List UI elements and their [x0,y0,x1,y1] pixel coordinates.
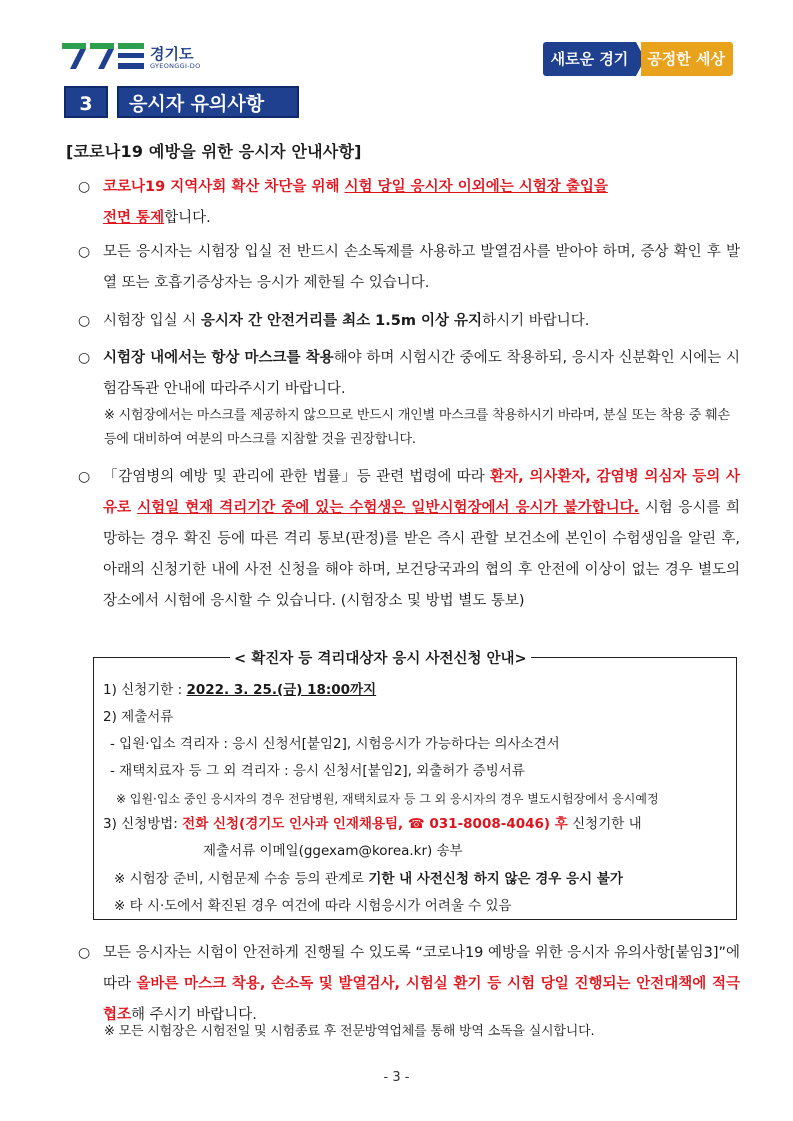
notice-4-tail: 해야 하며 시험시간 중에도 착용하되, 응시자 신분확인 시에는 시험감독관 안내에 따라주시기 바랍니다. [103,350,740,397]
box-line-deadline [103,680,376,700]
bullet-icon: ○ [78,945,91,961]
note-mark: ※ [104,408,115,423]
notice-5-red-underline: 시험일 현재 격리기간 중에 있는 수험생은 일반시험장에서 응시가 불가합니다. [137,500,640,516]
box-line-hospital: - 입원·입소 격리자 : 응시 신청서[붙임2], 시험응시가 가능하다는 의사소견서 [110,736,560,752]
notice-4-bold: 시험장 내에서는 항상 마스크를 착용 [103,350,334,366]
bullet-icon: ○ [78,350,91,366]
method-phone: 전화 신청(경기도 인사과 인재채용팀, ☎ 031-8008-4046) 후 [182,816,568,832]
gyeonggi-logo [62,41,232,73]
box-line-home-care: - 재택치료자 등 그 외 격리자 : 응시 신청서[붙임2], 외출허가 증빙서류 [110,763,525,779]
notice-3-bold: 응시자 간 안전거리를 최소 1.5m 이상 유지 [200,313,483,329]
notice-item-3 [78,306,740,337]
notice-1-red-underline-a: 시험 당일 응시자 이외에는 시험장 출입을 [344,179,608,195]
notice-6-pre: 모든 응시자는 시험이 안전하게 진행될 수 있도록 “코로나19 예방을 위한 응시자 유의사항[붙임3]”에 따라 [103,945,740,992]
method-tail: 신청기한 내 [567,816,642,832]
box-line-documents: 2) 제출서류 [103,709,174,725]
subheading: [코로나19 예방을 위한 응시자 안내사항] [66,142,362,161]
note-2-bold: 기한 내 사전신청 하지 않은 경우 응시 불가 [368,871,623,887]
bullet-icon: ○ [78,313,91,329]
gyeonggi-logo-mark-icon [62,43,144,71]
notice-6-tail: 해 주시기 바랍니다. [131,1007,257,1023]
notice-1-red-underline-b: 전면 통제 [103,210,165,226]
notice-3-pre: 시험장 입실 시 [103,313,201,329]
note-mark: ※ [104,1024,115,1039]
box-line-method [103,814,642,834]
box-line-note-2 [114,869,623,889]
notice-2-text: 모든 응시자는 시험장 입실 전 반드시 손소독제를 사용하고 발열검사를 받아야 하며, 증상 확인 후 발열 또는 호흡기증상자는 응시가 제한될 수 있습니다. [103,244,740,291]
notice-item-2 [78,237,740,299]
method-label: 3) 신청방법: [103,816,183,832]
bullet-icon: ○ [78,244,91,260]
logo-subtitle: GYEONGGI-DO [150,62,201,70]
notice-5-red: 환자, 의사환자, 감염병 의심자 등의 사유로 [103,469,740,516]
note-2-pre: ※ 시험장 준비, 시험문제 수송 등의 관계로 [114,871,369,887]
notice-6-note [104,1020,740,1044]
notice-item-6 [78,938,740,1031]
notice-4-note-text: 시험장에서는 마스크를 제공하지 않으므로 반드시 개인별 마스크를 착용하시기 바라며, 분실 또는 착용 중 훼손 등에 대비하여 여분의 마스크를 지참할 것을 권장합니다. [104,408,730,447]
notice-item-5 [78,462,740,617]
box-line-note-3: ※ 타 시·도에서 확진된 경우 여건에 따라 시험응시가 어려울 수 있음 [114,898,512,914]
slogan-part2: 공정한 세상 [641,42,733,76]
notice-6-red: 올바른 마스크 착용, 손소독 및 발열검사, 시험실 환기 등 시험 당일 진행되는 안전대책에 적극 협조 [103,976,741,1023]
section-number: 3 [64,86,108,118]
box-line-note-1: ※ 입원·입소 중인 응시자의 경우 전담병원, 재택치료자 등 그 외 응시자의 경우 별도시험장에서 응시예정 [116,792,659,806]
slogan-badge [543,40,733,78]
notice-3-tail: 하시기 바랍니다. [482,313,590,329]
box-title: < 확진자 등 격리대상자 응시 사전신청 안내> [230,647,531,668]
notice-1-red: 코로나19 지역사회 확산 차단을 위해 [103,179,345,195]
notice-item-4 [78,343,740,405]
bullet-icon: ○ [78,469,91,485]
logo-name: 경기도 [150,45,194,63]
notice-4-note [104,404,740,452]
bullet-icon: ○ [78,179,91,195]
deadline-label: 1) 신청기한 : [103,682,187,698]
page-number: - 3 - [383,1070,410,1085]
section-title: 응시자 유의사항 [117,86,299,118]
box-line-email: 제출서류 이메일(ggexam@korea.kr) 송부 [203,843,463,859]
notice-5-pre: 「감염병의 예방 및 관리에 관한 법률」등 관련 법령에 따라 [103,469,491,485]
notice-1-tail: 합니다. [164,210,211,226]
notice-item-1 [78,172,740,234]
slogan-part1: 새로운 경기 [543,42,637,76]
deadline-value: 2022. 3. 25.(금) 18:00까지 [186,682,377,698]
notice-5-tail: 시험 응시를 희망하는 경우 확진 등에 따른 격리 통보(판정)를 받은 즉시 관할 보건소에 본인이 수험생임을 알린 후, 아래의 신청기한 내에 사전 신청을 해야 하며, 보건당국과의 협의 후 안전에 이상이 없는 경우 별도의 장소에서 시험에 응시할 수 있습니다. (시험장소 및 방법 별도 통보) [103,500,740,609]
notice-6-note-text: 모든 시험장은 시험전일 및 시험종료 후 전문방역업체를 통해 방역 소독을 실시합니다. [118,1024,595,1039]
